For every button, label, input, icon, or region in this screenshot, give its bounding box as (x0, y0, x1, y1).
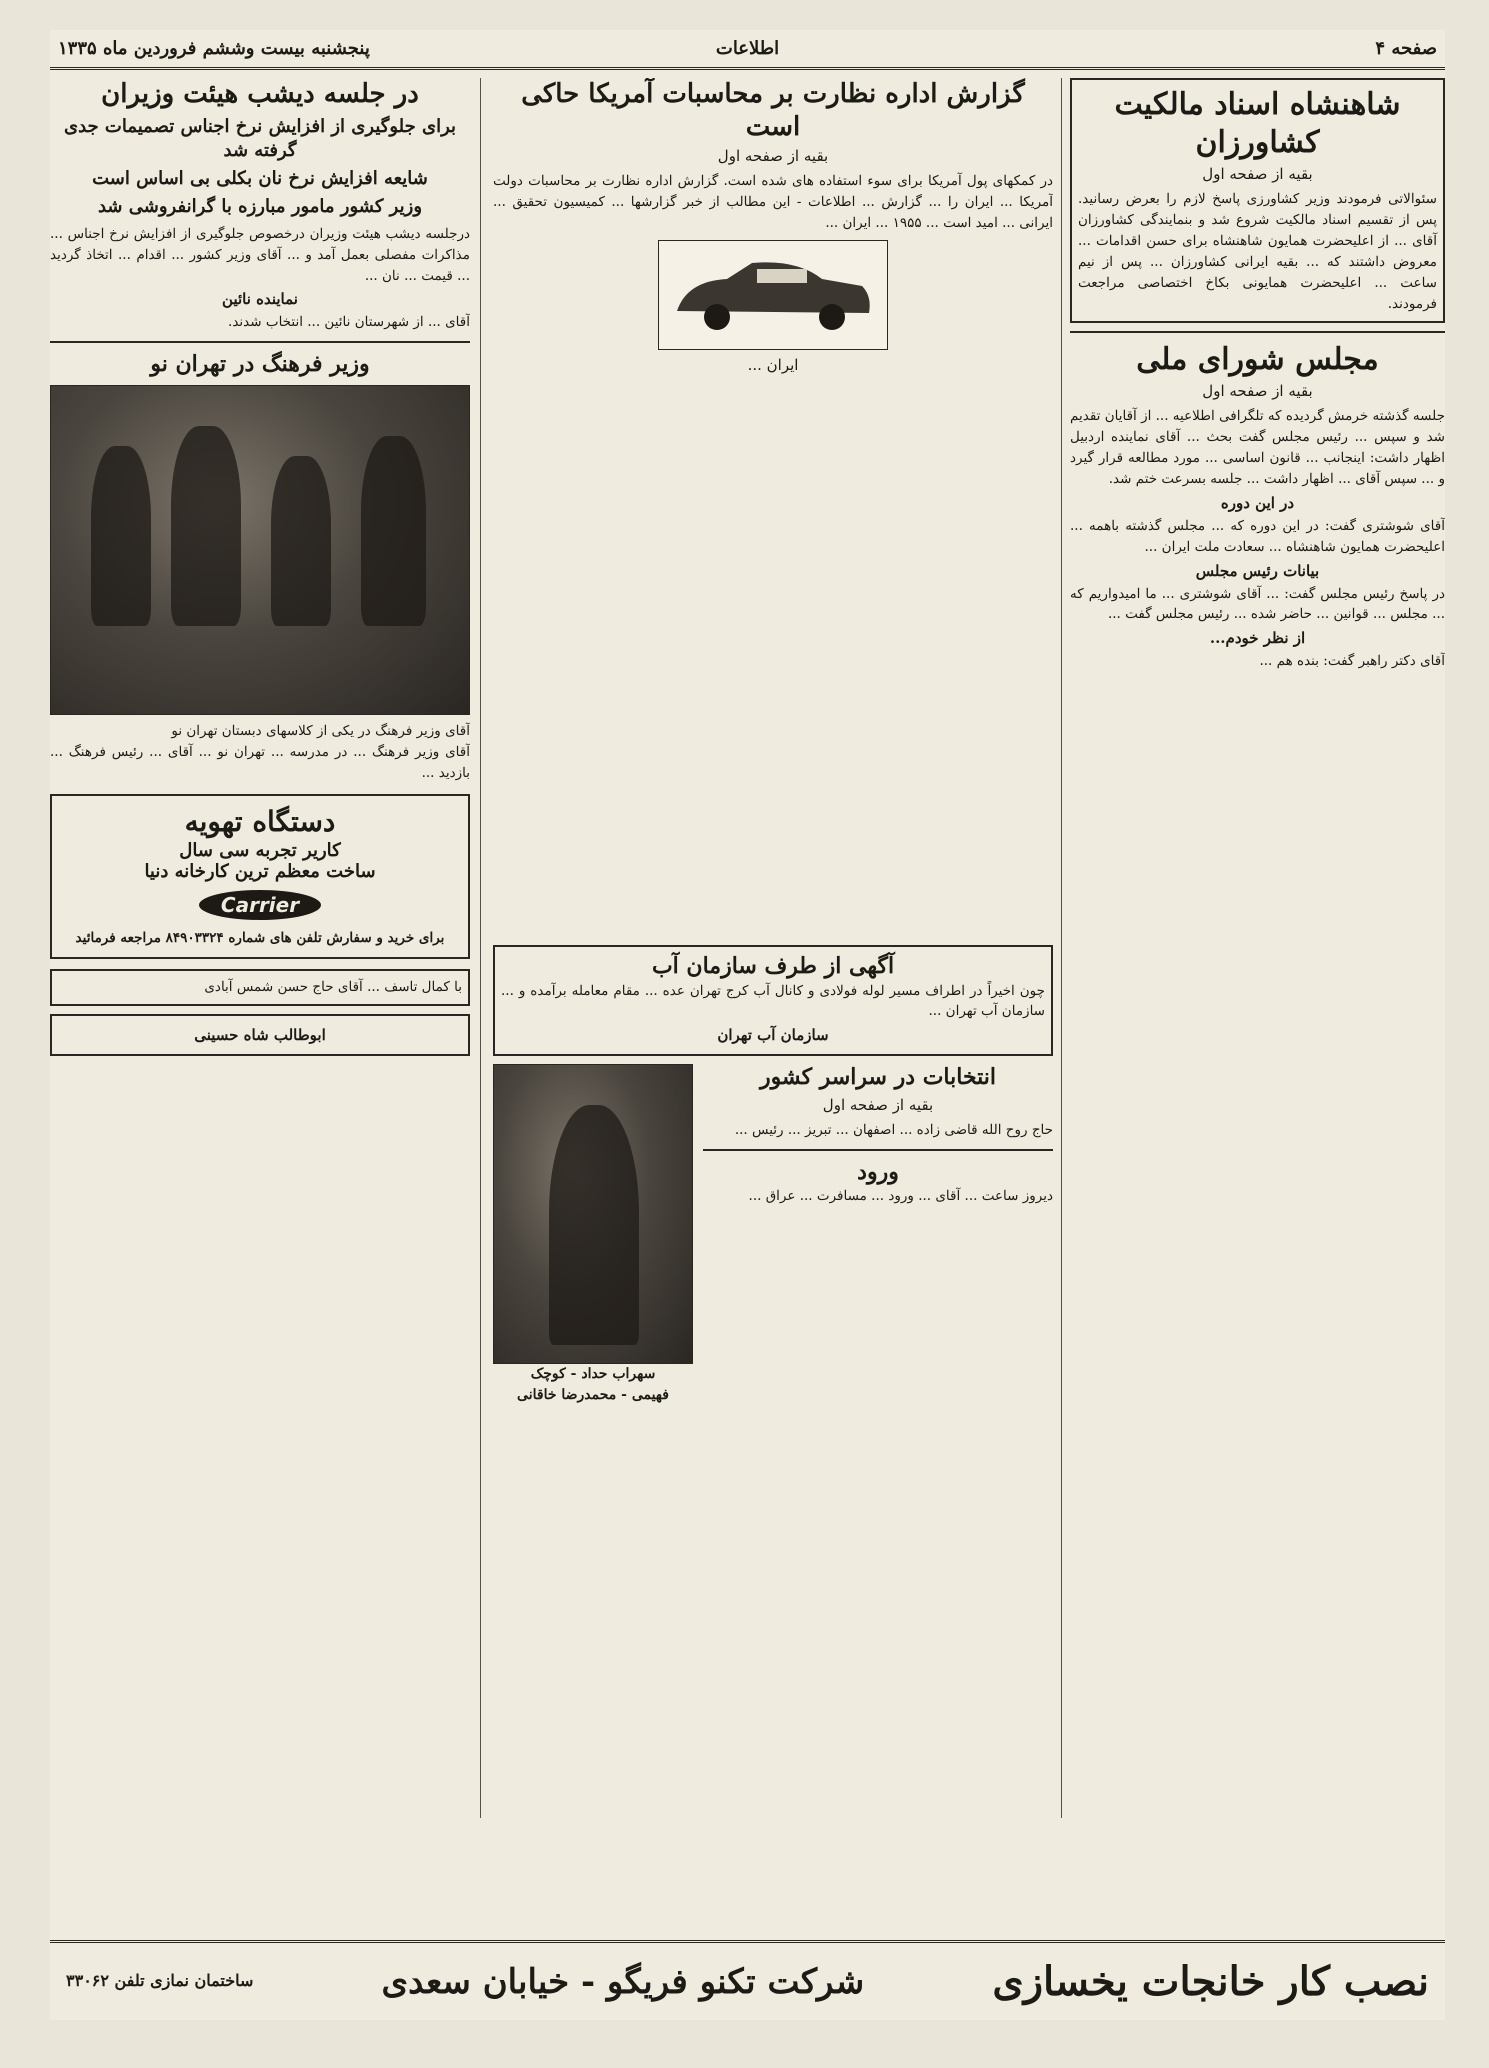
elections-article (703, 1064, 1053, 1406)
car-caption: ایران ... (747, 355, 799, 374)
page-number: صفحه ۴ (1375, 38, 1437, 59)
photo-figure (361, 436, 426, 626)
portrait-photo (493, 1064, 693, 1364)
education-photo (50, 385, 470, 715)
article-body: جلسه گذشته خرمش گردیده که تلگرافی اطلاعیه ... از آقایان تقدیم شد و سپس ... رئیس مجلس گفت بحث ... آقای نماینده اردبیل اظهار داشت: اینجانب ... قانون اساسی ... مورد مطالعه قرار گیرد و ... سپس آقای ... اظهار داشت ... جلسه بسرعت ختم شد. (1070, 408, 1445, 487)
car-icon (657, 241, 887, 351)
photo-figure (271, 456, 331, 626)
divider (1070, 331, 1445, 333)
divider (50, 341, 470, 343)
subheading: در این دوره (1220, 493, 1295, 512)
continued-label: بقیه از صفحه اول (822, 1095, 934, 1114)
page-header (50, 30, 1445, 70)
ad-tagline: کاریر تجربه سی سال (179, 840, 341, 862)
ad-company: شرکت تکنو فریگو - خیابان سعدی (381, 1961, 865, 2002)
column-left (50, 78, 470, 1818)
notice-body: چون اخیراً در اطراف مسیر لوله فولادی و کانال آب کرج تهران عده ... مقام معامله برآمده و ... سازمان آب تهران ... (501, 982, 1045, 1020)
lower-row (493, 1064, 1053, 1406)
notice-signature: سازمان آب تهران (717, 1026, 829, 1045)
article-body: آقای ... از شهرستان نائین ... انتخاب شدند. (228, 314, 470, 331)
carrier-ad (50, 794, 470, 959)
article-body: سئوالاتی فرمودند وزیر کشاورزی پاسخ لازم را بعرض رسانید. پس از تقسیم اسناد مالکیت شروع شد و بنمایندگی کشاورزان آقای ... از اعلیحضرت همایون شاهنشاه برای حسن اقدامات ... معروض داشتند که ... بقیه ایرانی کشاورزان ... پس از نیم ساعت ... اعلیحضرت همایونی بکاخ اختصاصی مراجعت فرمودند. (1078, 191, 1437, 312)
article-body: درجلسه دیشب هیئت وزیران درخصوص جلوگیری از افزایش نرخ اجناس ... مذاکرات مفصلی بعمل آمد و ... آقای وزیر کشور ... اقدام ... اتخاذ گردید ... قیمت ... نان ... (50, 225, 470, 284)
article-body: حاج روح الله قاضی زاده ... اصفهان ... تبریز ... رئیس ... (734, 1121, 1053, 1138)
column-middle (493, 78, 1053, 938)
deck-line: شایعه افزایش نرخ نان بکلی بی اساس است (92, 168, 428, 190)
article-body: آقای شوشتری گفت: در این دوره که ... مجلس گذشته باهمه ... اعلیحضرت همایون شاهنشاه ... سعادت ملت ایران ... (1070, 517, 1445, 555)
ad-headline: دستگاه تهویه (184, 804, 336, 838)
headline-us-audit: گزارش اداره نظارت بر محاسبات آمریکا حاکی است (521, 79, 1025, 142)
article-body: آقای وزیر فرهنگ ... در مدرسه ... تهران نو ... آقای ... رئیس فرهنگ ... بازدید ... (50, 743, 470, 781)
portrait-block (493, 1064, 693, 1406)
subheading: نماینده نائین (222, 290, 298, 309)
continued-label: بقیه از صفحه اول (717, 147, 829, 165)
headline-entry: ورود (857, 1158, 899, 1185)
continued-label: بقیه از صفحه اول (1202, 165, 1313, 183)
headline-elections: انتخابات در سراسر کشور (759, 1064, 997, 1091)
column-right (1070, 78, 1445, 1818)
subheading: از نظر خودم... (1209, 629, 1306, 648)
newspaper-page (50, 30, 1445, 2020)
ad-main-text: نصب کار خانجات یخسازی (992, 1958, 1429, 2005)
deck-line: برای جلوگیری از افزایش نرخ اجناس تصمیمات جدی گرفته شد (63, 115, 457, 161)
column-middle-lower (493, 945, 1053, 1815)
headline-water-notice: آگهی از طرف سازمان آب (651, 953, 895, 979)
column-rule (480, 78, 481, 1818)
headline-cabinet: در جلسه دیشب هیئت وزیران (101, 79, 419, 109)
notice-body: با کمال تاسف ... آقای حاج حسن شمس آبادی (204, 978, 462, 995)
condolence-notice (50, 1014, 470, 1056)
portrait-figure (549, 1105, 639, 1345)
water-org-notice (493, 945, 1053, 1056)
article-majlis (1070, 341, 1445, 673)
article-body: دیروز ساعت ... آقای ... ورود ... مسافرت ... عراق ... (748, 1188, 1053, 1205)
article-body: در کمکهای پول آمریکا برای سوء استفاده های شده است. گزارش اداره نظارت بر محاسبات دولت آمریکا ... ایران را ... گزارش ... اطلاعات - این مطالب از خبر گزارشها ... کمیسیون تحقیق ... ایرانی ... امید است ... ۱۹۵۵ ... ایران ... (493, 173, 1053, 231)
carrier-logo: Carrier (199, 890, 321, 920)
divider (703, 1149, 1053, 1151)
names-list: سهراب حداد - کوچک (530, 1366, 656, 1383)
continued-label: بقیه از صفحه اول (1202, 382, 1313, 401)
ad-contact: ساختمان نمازی تلفن ۳۳۰۶۲ (66, 1971, 254, 1991)
deck-line: وزیر کشور مامور مبارزه با گرانفروشی شد (97, 196, 423, 218)
article-body: در پاسخ رئیس مجلس گفت: ... آقای شوشتری ... ما امیدواریم که ... مجلس ... قوانین ... حاضر شده ... رئیس مجلس گفت ... (1070, 585, 1445, 623)
ad-tagline: ساخت معظم ترین کارخانه دنیا (144, 861, 376, 883)
headline-majlis: مجلس شورای ملی (1136, 341, 1379, 377)
names-list: فهیمی - محمدرضا خاقانی (517, 1387, 669, 1404)
column-rule (1061, 78, 1062, 1818)
photo-caption: آقای وزیر فرهنگ در یکی از کلاسهای دبستان تهران نو (171, 722, 470, 739)
article-shah-deeds (1070, 78, 1445, 323)
notice-signature: ابوطالب شاه حسینی (194, 1025, 326, 1044)
headline-shah-deeds: شاهنشاه اسناد مالکیت کشاورزان (1114, 87, 1401, 160)
masthead: اطلاعات (715, 38, 780, 59)
condolence-notice (50, 969, 470, 1006)
issue-date: پنجشنبه بیست وششم فروردین ماه ۱۳۳۵ (58, 38, 370, 59)
bottom-advertisement (50, 1940, 1445, 2020)
photo-figure (171, 426, 241, 626)
car-ad-image (658, 240, 888, 350)
headline-education-minister: وزیر فرهنگ در تهران نو (150, 351, 370, 378)
subheading: بیانات رئیس مجلس (1195, 561, 1320, 580)
article-body: آقای دکتر راهبر گفت: بنده هم ... (1259, 653, 1445, 670)
ad-phone: برای خرید و سفارش تلفن های شماره ۸۴۹۰۳۳۲۴ مراجعه فرمائید (75, 930, 445, 947)
photo-figure (91, 446, 151, 626)
